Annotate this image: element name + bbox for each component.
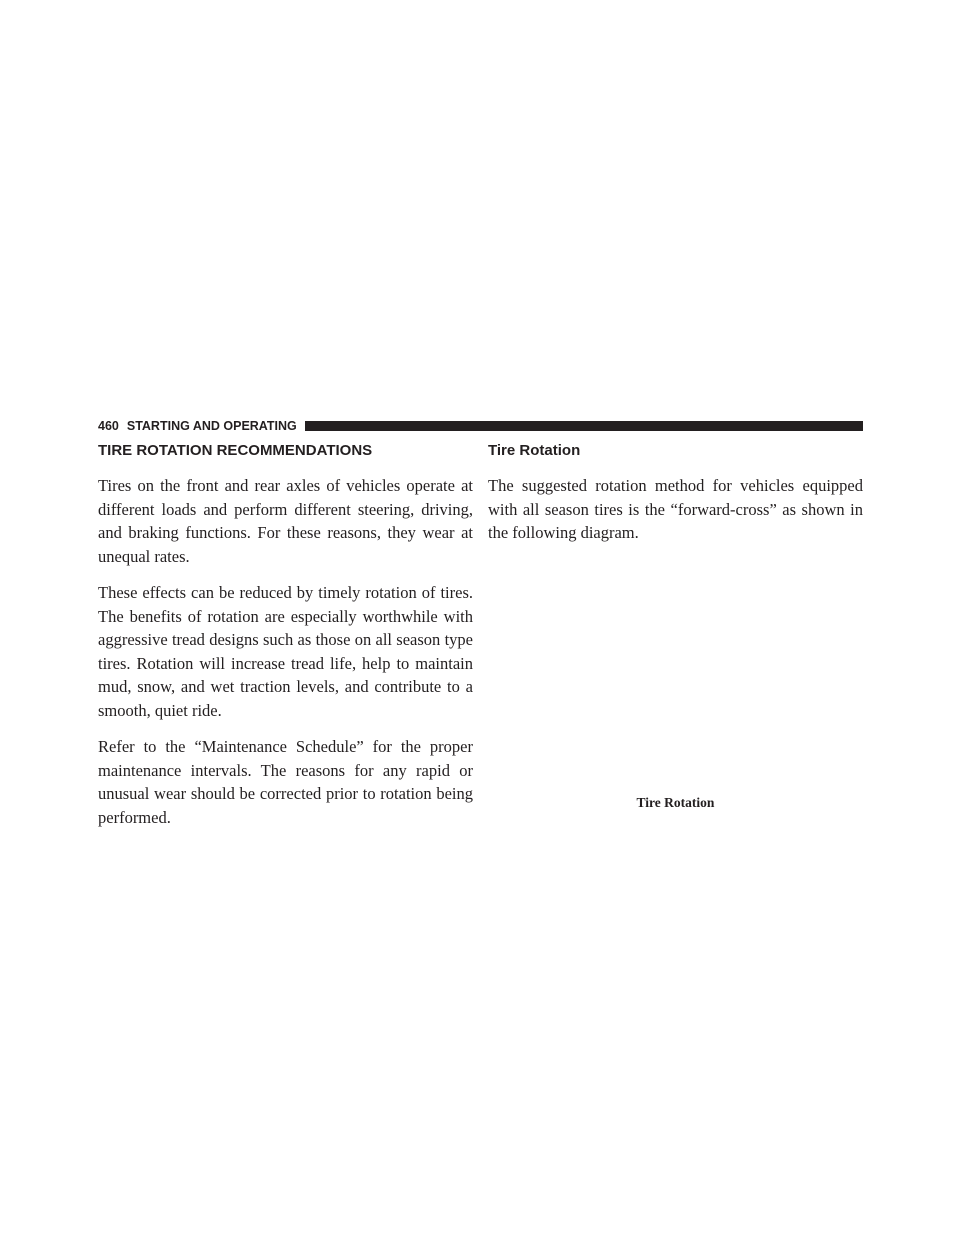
section-title: STARTING AND OPERATING bbox=[126, 419, 297, 433]
tire-rotation-diagram bbox=[488, 558, 863, 783]
header-rule bbox=[305, 421, 863, 431]
paragraph-rotation-benefits: These effects can be reduced by timely rotation of tires. The benefits of rotation are especially worthwhile with aggressive tread designs such as those on all season type tires. Rotation will increase tread life, help to maintain mud, snow, and wet traction levels, and contribute to a smooth, quiet ride. bbox=[98, 583, 473, 720]
paragraph-maintenance-schedule: Refer to the “Maintenance Schedule” for the proper maintenance intervals. The reasons for any rapid or unusual wear should be corrected prior to rotation being performed. bbox=[98, 737, 473, 827]
figure-caption: Tire Rotation bbox=[636, 794, 715, 810]
page-number: 460 bbox=[98, 419, 119, 433]
right-column bbox=[488, 440, 863, 811]
paragraph-forward-cross: The suggested rotation method for vehicles equipped with all season tires is the “forward-cross” as shown in the following diagram. bbox=[488, 476, 863, 542]
subsection-heading-tire-rotation: Tire Rotation bbox=[488, 442, 581, 459]
page-header bbox=[98, 418, 863, 434]
left-column bbox=[98, 440, 473, 842]
section-heading-recommendations: TIRE ROTATION RECOMMENDATIONS bbox=[98, 442, 373, 459]
paragraph-wear-rates: Tires on the front and rear axles of vehicles operate at different loads and perform different steering, driving, and braking functions. For these reasons, they wear at unequal rates. bbox=[98, 476, 473, 566]
